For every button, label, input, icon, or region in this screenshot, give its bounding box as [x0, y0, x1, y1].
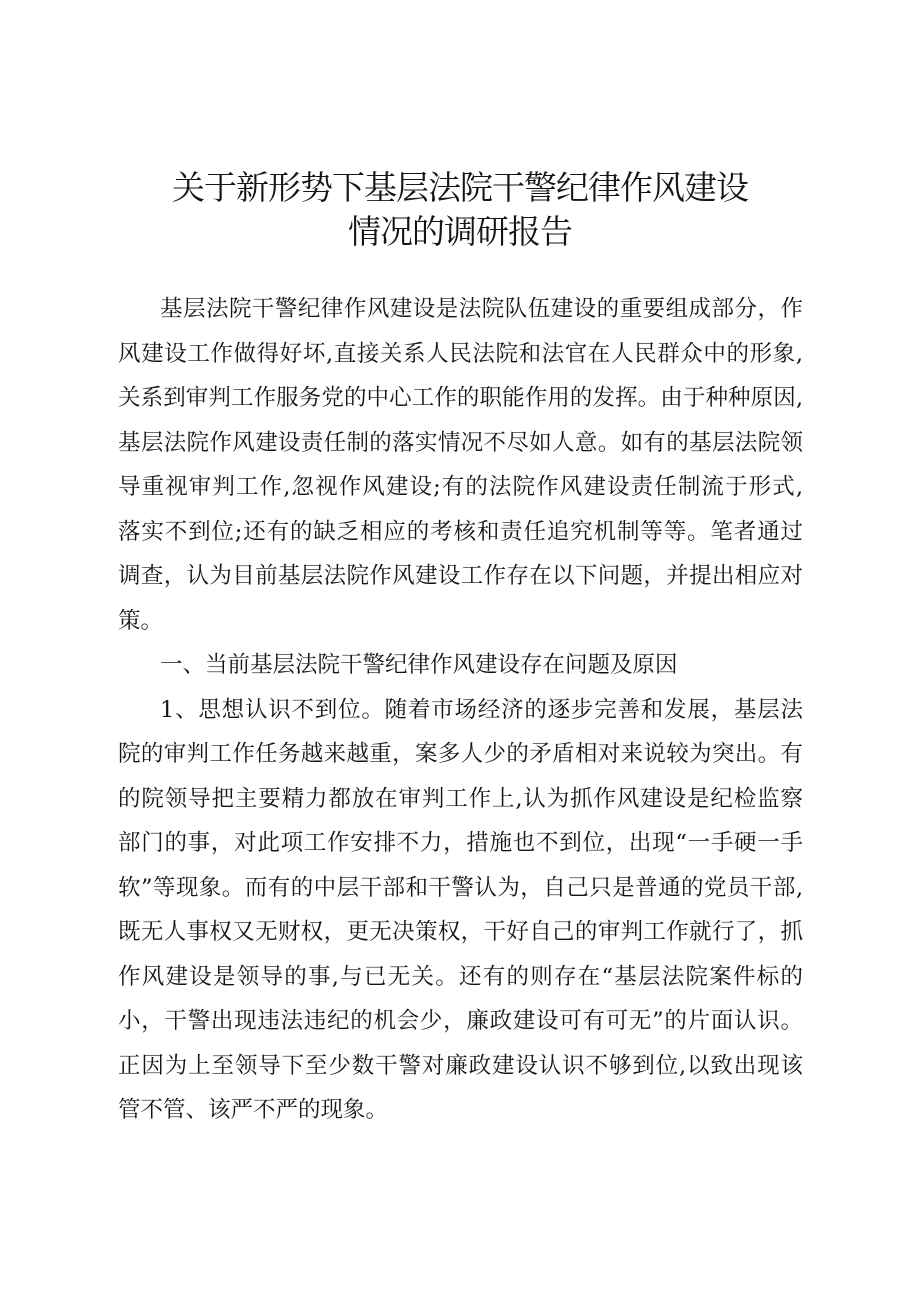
body-text-line: 管不管、该严不严的现象。 — [118, 1097, 389, 1123]
body-text-line: 院的审判工作任务越来越重，案多人少的矛盾相对来说较为突出。有 — [118, 741, 803, 767]
body-text-line: 1、思想认识不到位。随着市场经济的逐步完善和发展，基层法 — [160, 697, 803, 723]
document-title-line-1: 关于新形势下基层法院干警纪律作风建设 — [172, 168, 748, 207]
body-text-line: 小，干警出现违法违纪的机会少，廉政建设可有可无”的片面认识。 — [118, 1008, 803, 1034]
body-text-line: 调查，认为目前基层法院作风建设工作存在以下问题，并提出相应对 — [118, 563, 803, 589]
body-text-line: 导重视审判工作,忽视作风建设;有的法院作风建设责任制流于形式, — [118, 474, 803, 500]
body-text-line: 正因为上至领导下至少数干警对廉政建设认识不够到位,以致出现该 — [118, 1053, 803, 1079]
body-text-line: 关系到审判工作服务党的中心工作的职能作用的发挥。由于种种原因, — [118, 385, 803, 411]
body-text-line: 作风建设是领导的事,与已无关。还有的则存在“基层法院案件标的 — [118, 964, 803, 990]
body-text-line: 既无人事权又无财权，更无决策权，干好自己的审判工作就行了，抓 — [118, 919, 803, 945]
body-text-line: 的院领导把主要精力都放在审判工作上,认为抓作风建设是纪检监察 — [118, 786, 803, 812]
body-text-line: 基层法院作风建设责任制的落实情况不尽如人意。如有的基层法院领 — [118, 430, 803, 456]
body-text-line: 部门的事，对此项工作安排不力，措施也不到位，出现“一手硬一手 — [118, 830, 803, 856]
body-text-line: 落实不到位;还有的缺乏相应的考核和责任追究机制等等。笔者通过 — [118, 519, 803, 545]
section-heading: 一、当前基层法院干警纪律作风建设存在问题及原因 — [160, 652, 678, 678]
body-text-line: 基层法院干警纪律作风建设是法院队伍建设的重要组成部分，作 — [160, 296, 803, 322]
body-text-line: 风建设工作做得好坏,直接关系人民法院和法官在人民群众中的形象, — [118, 341, 803, 367]
body-text-line: 软”等现象。而有的中层干部和干警认为，自己只是普通的党员干部, — [118, 875, 803, 901]
body-text-line: 策。 — [118, 608, 164, 634]
document-title-line-2: 情况的调研报告 — [348, 212, 572, 251]
